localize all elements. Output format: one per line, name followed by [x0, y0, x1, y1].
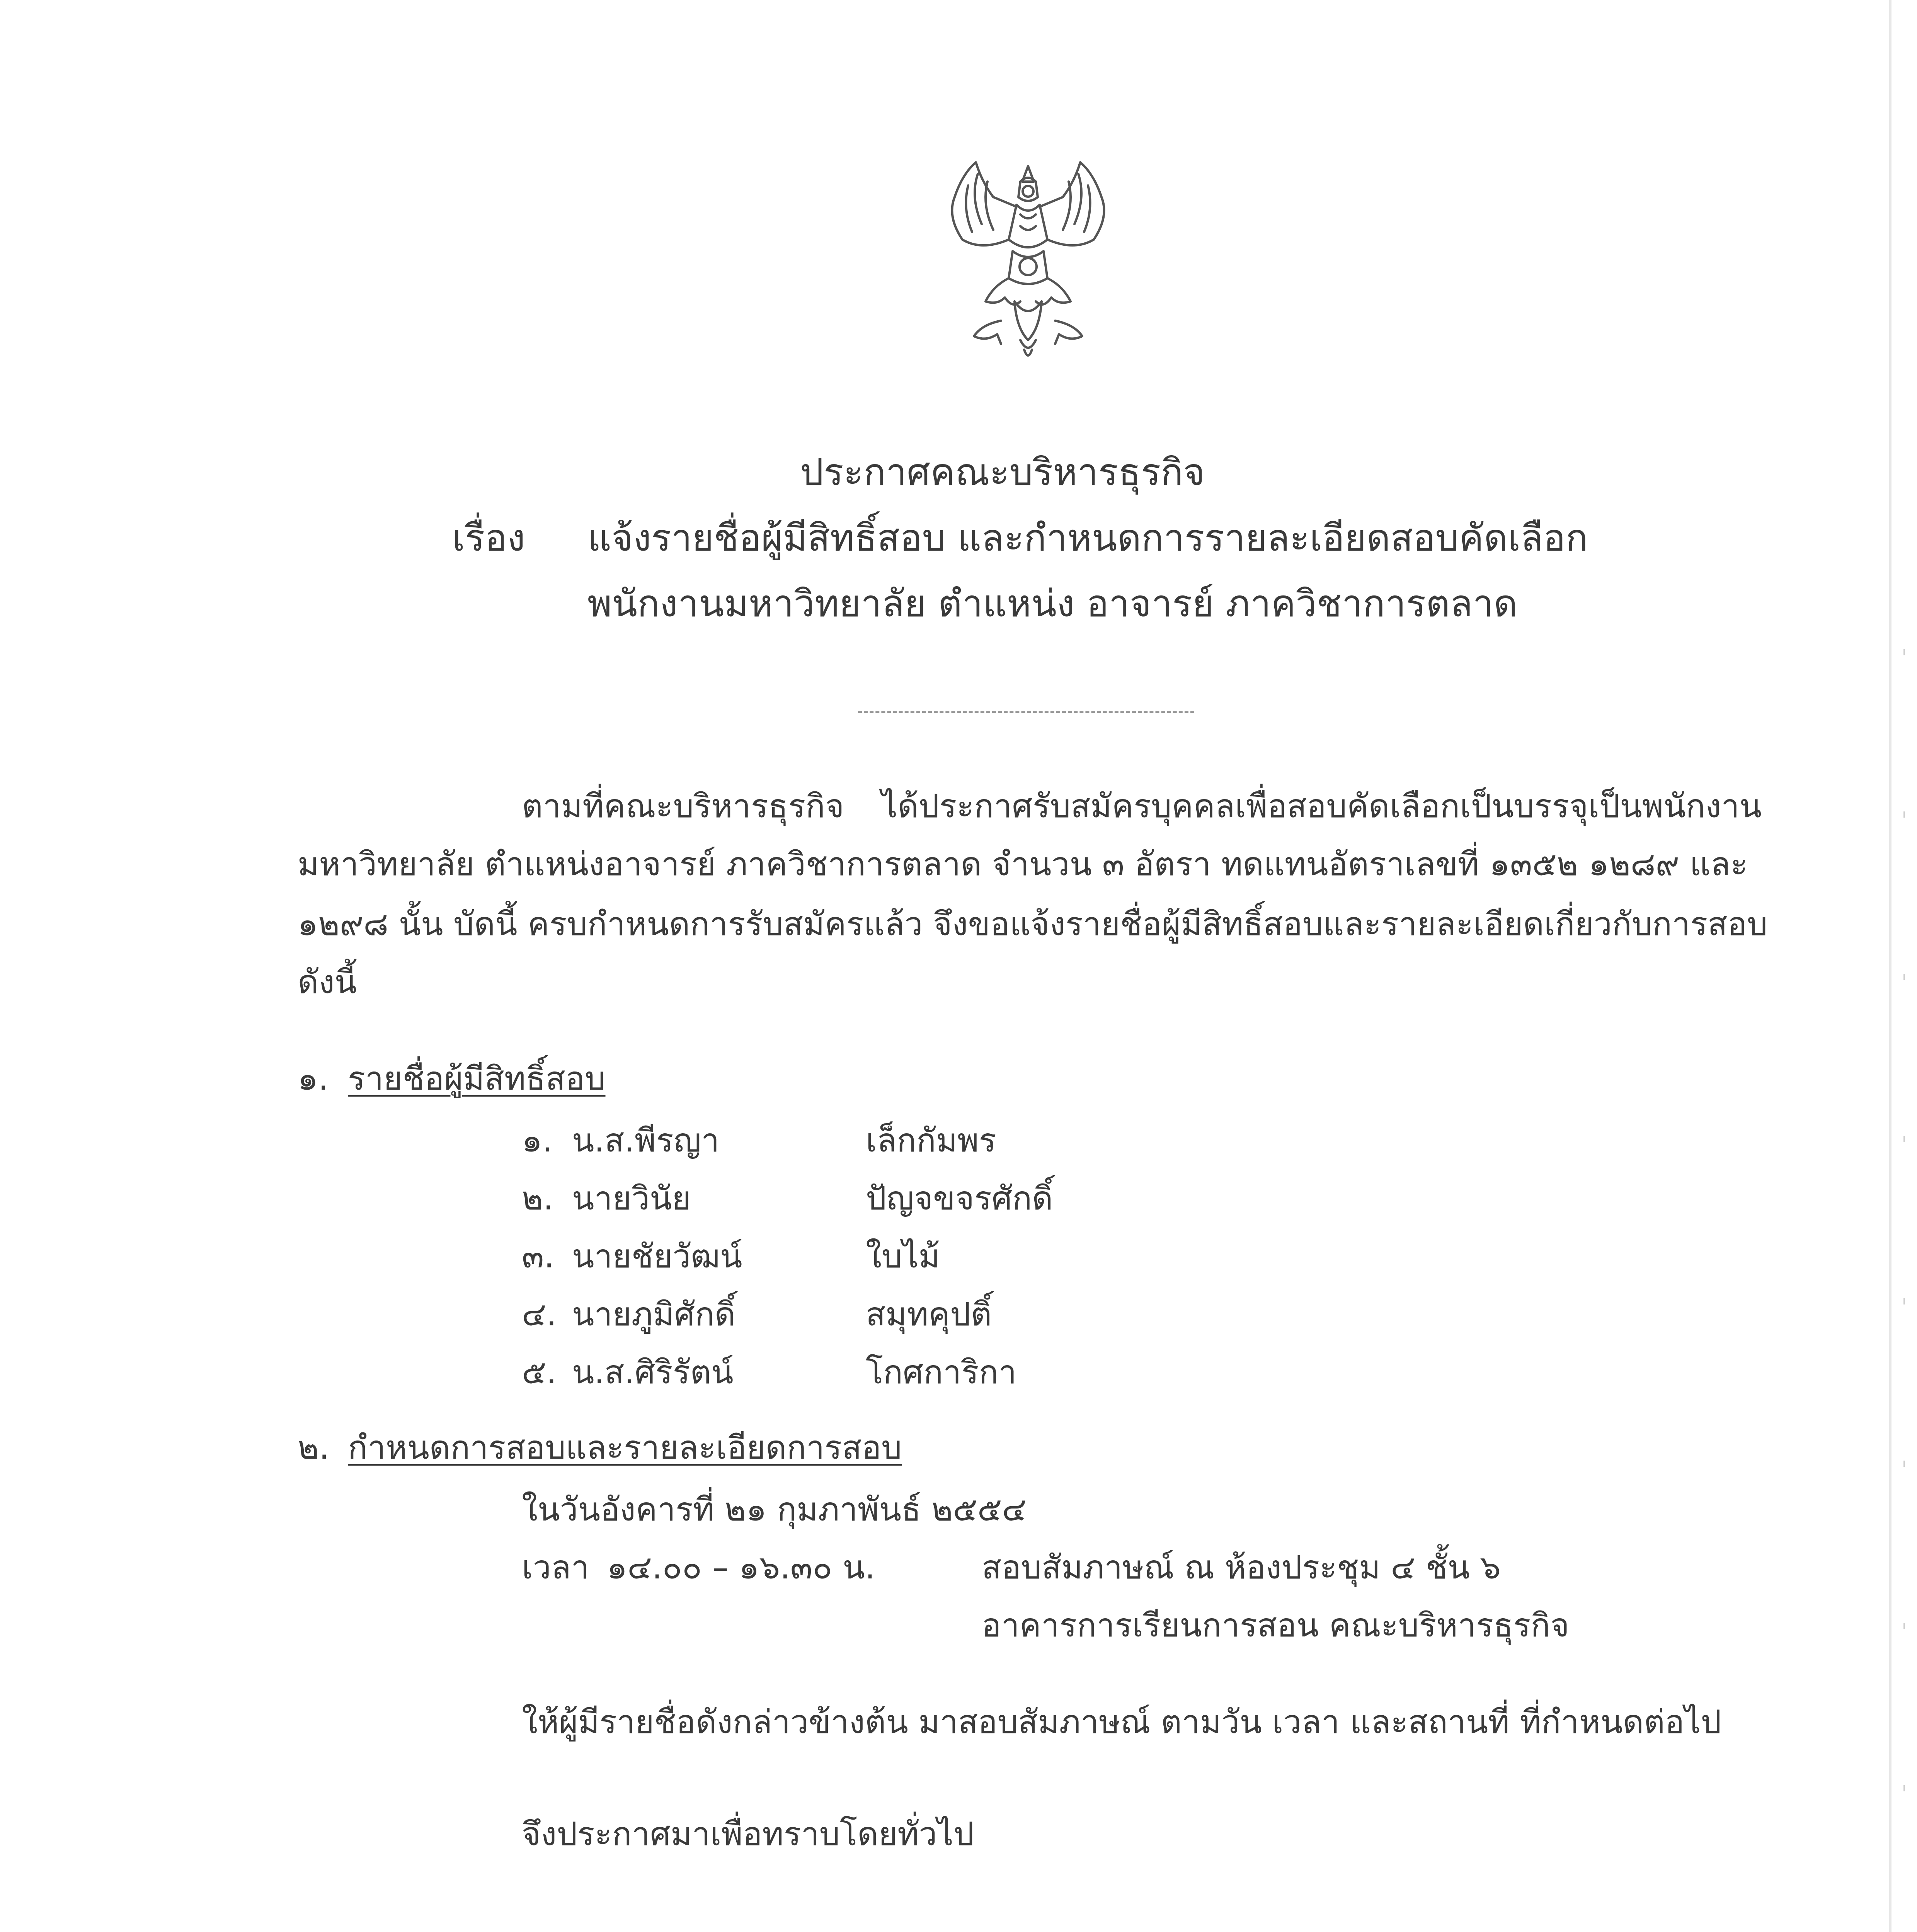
subject-line-2: พนักงานมหาวิทยาลัย ตำแหน่ง อาจารย์ ภาควิชาการตลาด: [587, 582, 1518, 625]
scan-marks: [1903, 580, 1905, 1932]
candidate-no: ๔.: [522, 1295, 557, 1333]
header-divider: [858, 711, 1194, 713]
body-line-3: ๑๒๙๘ นั้น บัดนี้ ครบกำหนดการรับสมัครแล้ว จึงขอแจ้งรายชื่อผู้มีสิทธิ์สอบและรายละเอียดเกี่ยวกับการสอบ: [298, 905, 1768, 943]
exam-time-label: เวลา: [522, 1548, 589, 1586]
body-line-1a: ตามที่คณะบริหารธุรกิจ: [522, 787, 844, 825]
body-line-4: ดังนี้: [298, 963, 357, 1001]
exam-time-value: ๑๔.๐๐ – ๑๖.๓๐ น.: [607, 1548, 875, 1586]
org-title: ประกาศคณะบริหารธุรกิจ: [800, 451, 1205, 494]
section-1-number: ๑.: [298, 1060, 329, 1097]
candidate-first-name: น.ส.พีรญา: [572, 1121, 720, 1159]
candidate-no: ๒.: [522, 1179, 554, 1217]
candidate-last-name: ใบไม้: [866, 1237, 940, 1275]
candidate-first-name: นายวินัย: [572, 1179, 691, 1217]
candidate-first-name: นายภูมิศักดิ์: [572, 1295, 736, 1333]
candidate-no: ๑.: [522, 1121, 553, 1159]
garuda-emblem-icon: [904, 139, 1152, 386]
subject-line-1: แจ้งรายชื่อผู้มีสิทธิ์สอบ และกำหนดการรายละเอียดสอบคัดเลือก: [587, 516, 1588, 560]
candidate-last-name: สมุทคุปติ์: [866, 1295, 992, 1333]
candidate-no: ๕.: [522, 1353, 557, 1391]
exam-activity: สอบสัมภาษณ์ ณ ห้องประชุม ๔ ชั้น ๖: [982, 1548, 1501, 1586]
subject-label: เรื่อง: [452, 516, 525, 560]
section-2-number: ๒.: [298, 1429, 330, 1466]
closing-text: จึงประกาศมาเพื่อทราบโดยทั่วไป: [522, 1815, 974, 1853]
candidate-no: ๓.: [522, 1237, 555, 1275]
candidate-first-name: น.ส.ศิริรัตน์: [572, 1353, 734, 1391]
candidate-last-name: ปัญจขจรศักดิ์: [866, 1179, 1053, 1217]
candidate-last-name: โกศการิกา: [866, 1353, 1017, 1391]
section-1-title: รายชื่อผู้มีสิทธิ์สอบ: [348, 1060, 606, 1097]
body-line-1b: ได้ประกาศรับสมัครบุคคลเพื่อสอบคัดเลือกเป็นบรรจุเป็นพนักงาน: [881, 787, 1762, 825]
candidate-last-name: เล็กกัมพร: [866, 1121, 996, 1159]
section-2-title: กำหนดการสอบและรายละเอียดการสอบ: [348, 1429, 902, 1466]
exam-location: อาคารการเรียนการสอน คณะบริหารธุรกิจ: [982, 1606, 1570, 1644]
body-line-2: มหาวิทยาลัย ตำแหน่งอาจารย์ ภาควิชาการตลาด จำนวน ๓ อัตรา ทดแทนอัตราเลขที่ ๑๓๕๒ ๑๒๘๙ และ: [298, 845, 1748, 883]
candidate-first-name: นายชัยวัฒน์: [572, 1237, 742, 1275]
scan-edge: [1889, 0, 1891, 1932]
instruction-text: ให้ผู้มีรายชื่อดังกล่าวข้างต้น มาสอบสัมภาษณ์ ตามวัน เวลา และสถานที่ ที่กำหนดต่อไป: [522, 1703, 1721, 1741]
exam-date: ในวันอังคารที่ ๒๑ กุมภาพันธ์ ๒๕๕๔: [522, 1490, 1027, 1528]
